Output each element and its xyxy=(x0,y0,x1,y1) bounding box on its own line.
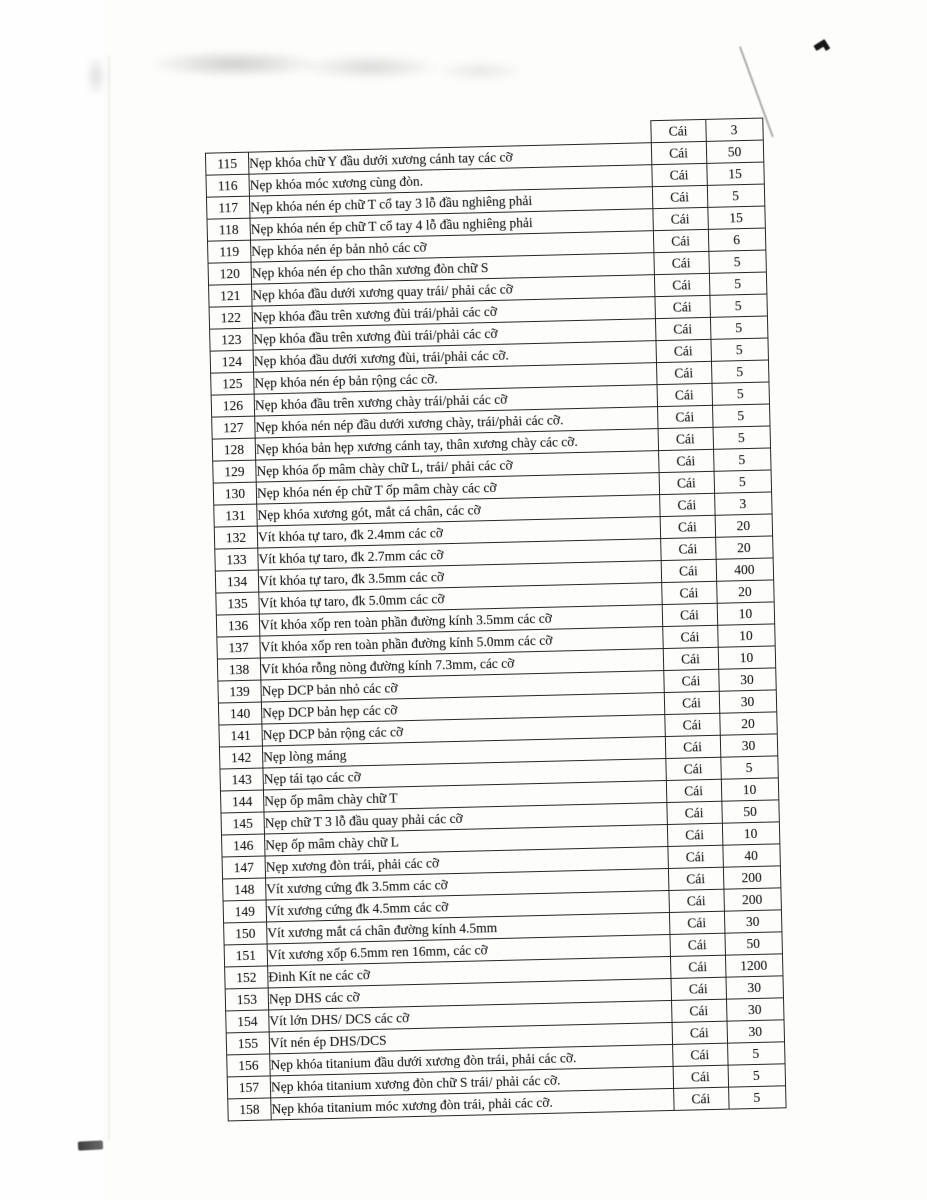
cell-desc: Nẹp khóa ốp mâm chày chữ L, trái/ phải các cỡ xyxy=(256,451,659,482)
cell-no: 137 xyxy=(217,636,261,659)
cell-unit: Cái xyxy=(665,735,721,758)
cell-desc: Vít khóa xốp ren toàn phần đường kính 3.5mm các cỡ xyxy=(259,605,662,636)
cell-no: 134 xyxy=(215,570,259,593)
cell-unit: Cái xyxy=(663,647,719,670)
cell-qty: 5 xyxy=(710,338,768,361)
cell-unit: Cái xyxy=(670,955,726,978)
cell-unit: Cái xyxy=(653,251,709,274)
scan-smudge xyxy=(150,50,320,78)
cell-desc: Nẹp khóa nén ép chữ T cổ tay 4 lỗ đầu nghiêng phải xyxy=(250,209,653,240)
cell-qty: 30 xyxy=(727,1020,785,1043)
cell-unit: Cái xyxy=(669,911,725,934)
cell-desc: Vít khóa tự taro, đk 3.5mm các cỡ xyxy=(258,561,661,592)
cell-unit: Cái xyxy=(661,559,717,582)
cell-qty: 5 xyxy=(710,316,768,339)
ghost-number-cell xyxy=(205,130,249,153)
cell-qty: 5 xyxy=(728,1064,786,1087)
cell-unit: Cái xyxy=(668,867,724,890)
cell-qty: 20 xyxy=(715,536,773,559)
cell-qty: 50 xyxy=(724,932,782,955)
scan-smudge xyxy=(86,56,106,96)
cell-no: 117 xyxy=(206,196,250,219)
cell-no: 141 xyxy=(219,724,263,747)
cell-no: 126 xyxy=(211,394,255,417)
cell-unit: Cái xyxy=(657,405,713,428)
cell-qty: 10 xyxy=(717,602,775,625)
cell-qty: 30 xyxy=(725,976,783,999)
cell-qty: 200 xyxy=(723,888,781,911)
scan-smudge xyxy=(300,54,440,80)
cell-unit: Cái xyxy=(661,581,717,604)
scan-smudge xyxy=(435,60,525,82)
cell-desc: Vít khóa rỗng nòng đường kính 7.3mm, các cỡ xyxy=(260,649,663,680)
cell-desc: Vít khóa tự taro, đk 2.7mm các cỡ xyxy=(258,539,661,570)
cell-qty: 5 xyxy=(709,294,767,317)
cell-unit: Cái xyxy=(667,845,723,868)
cell-qty: 30 xyxy=(718,668,776,691)
cell-no: 125 xyxy=(211,372,255,395)
cell-unit: Cái xyxy=(673,1065,729,1088)
cell-no: 115 xyxy=(205,152,249,175)
cell-unit: Cái xyxy=(651,141,707,164)
cell-unit: Cái xyxy=(668,889,724,912)
corner-ink-mark xyxy=(813,39,827,51)
cell-unit: Cái xyxy=(654,273,710,296)
cell-qty: 400 xyxy=(716,558,774,581)
cell-no: 139 xyxy=(218,680,262,703)
cell-unit: Cái xyxy=(669,933,725,956)
cell-no: 149 xyxy=(223,900,267,923)
cell-desc: Vít xương xốp 6.5mm ren 16mm, các cỡ xyxy=(267,934,670,965)
cell-qty: 5 xyxy=(711,382,769,405)
cell-qty: 40 xyxy=(722,844,780,867)
cell-unit: Cái xyxy=(671,977,727,1000)
cell-desc: Vít nén ép DHS/DCS xyxy=(269,1022,672,1053)
cell-desc: Vít xương cứng đk 3.5mm các cỡ xyxy=(266,869,669,900)
cell-no: 133 xyxy=(215,548,259,571)
cell-no: 118 xyxy=(207,218,251,241)
cell-unit: Cái xyxy=(658,427,714,450)
cell-qty: 3 xyxy=(705,118,763,141)
cell-no: 147 xyxy=(222,856,266,879)
cell-no: 157 xyxy=(227,1076,271,1099)
cell-unit: Cái xyxy=(673,1087,729,1110)
cell-qty: 5 xyxy=(712,404,770,427)
bottom-edge-mark xyxy=(78,1140,103,1150)
cell-unit: Cái xyxy=(660,515,716,538)
cell-no: 154 xyxy=(226,1010,270,1033)
cell-unit: Cái xyxy=(659,471,715,494)
cell-desc: Nẹp khóa đầu dưới xương quay trái/ phải các cỡ xyxy=(252,275,655,306)
cell-unit: Cái xyxy=(660,537,716,560)
cell-unit: Cái xyxy=(664,713,720,736)
cell-unit: Cái xyxy=(667,823,723,846)
cell-no: 127 xyxy=(212,416,256,439)
cell-no: 135 xyxy=(216,592,260,615)
page-left-margin xyxy=(0,0,104,1200)
cell-desc: Nẹp chữ T 3 lỗ đầu quay phải các cỡ xyxy=(264,803,667,834)
cell-desc: Nẹp khóa đầu trên xương đùi trái/phải các cỡ xyxy=(253,319,656,350)
cell-desc: Nẹp khóa đầu dưới xương đùi, trái/phải các cỡ. xyxy=(253,341,656,372)
cell-no: 145 xyxy=(221,812,265,835)
cell-no: 119 xyxy=(208,240,252,263)
cell-qty: 5 xyxy=(713,426,771,449)
cell-desc: Nẹp DHS các cỡ xyxy=(268,978,671,1009)
cell-qty: 20 xyxy=(715,514,773,537)
cell-unit: Cái xyxy=(653,229,709,252)
cell-no: 140 xyxy=(218,702,262,725)
cell-unit: Cái xyxy=(666,779,722,802)
cell-qty: 10 xyxy=(717,624,775,647)
cell-no: 130 xyxy=(213,482,257,505)
cell-desc: Nẹp ốp mâm chày chữ T xyxy=(263,781,666,812)
cell-desc: Vít xương mắt cá chân đường kính 4.5mm xyxy=(267,912,670,943)
cell-unit: Cái xyxy=(663,669,719,692)
cell-qty: 50 xyxy=(721,800,779,823)
cell-desc: Nẹp lòng máng xyxy=(262,737,665,768)
cell-desc: Nẹp khóa bản hẹp xương cánh tay, thân xương chày các cỡ. xyxy=(255,429,658,460)
cell-qty: 10 xyxy=(722,822,780,845)
supplies-table-wrapper xyxy=(204,118,786,1122)
cell-no: 128 xyxy=(212,438,256,461)
cell-qty: 20 xyxy=(719,712,777,735)
cell-unit: Cái xyxy=(659,493,715,516)
cell-desc: Nẹp khóa xương gót, mắt cá chân, các cỡ xyxy=(257,495,660,526)
cell-desc: Đinh Kít ne các cỡ xyxy=(268,956,671,987)
cell-unit: Cái xyxy=(652,185,708,208)
cell-no: 151 xyxy=(224,944,268,967)
cell-qty: 30 xyxy=(719,690,777,713)
cell-qty: 10 xyxy=(721,778,779,801)
cell-desc: Nẹp khóa chữ Y đầu dưới xương cánh tay các cỡ xyxy=(248,143,651,174)
cell-desc: Vít xương cứng đk 4.5mm các cỡ xyxy=(266,890,669,921)
cell-no: 143 xyxy=(220,768,264,791)
cell-qty: 5 xyxy=(720,756,778,779)
cell-no: 132 xyxy=(214,526,258,549)
cell-no: 146 xyxy=(222,834,266,857)
cell-qty: 30 xyxy=(724,910,782,933)
cell-unit: Cái xyxy=(666,801,722,824)
cell-qty: 15 xyxy=(706,162,764,185)
cell-no: 156 xyxy=(227,1054,271,1077)
cell-qty: 5 xyxy=(707,184,765,207)
cell-unit: Cái xyxy=(654,295,710,318)
cell-no: 148 xyxy=(223,878,267,901)
cell-desc: Nẹp khóa đầu trên xương đùi trái/phải các cỡ xyxy=(252,297,655,328)
cell-desc: Nẹp khóa móc xương cùng đòn. xyxy=(249,165,652,196)
cell-unit: Cái xyxy=(658,449,714,472)
cell-qty: 30 xyxy=(726,998,784,1021)
cell-desc: Nẹp khóa titanium đầu dưới xương đòn trái, phải các cỡ. xyxy=(270,1044,673,1075)
cell-qty: 30 xyxy=(720,734,778,757)
cell-no: 124 xyxy=(210,350,254,373)
cell-qty: 1200 xyxy=(725,954,783,977)
cell-desc: Vít lớn DHS/ DCS các cỡ xyxy=(269,1000,672,1031)
cell-desc: Vít khóa tự taro, đk 5.0mm các cỡ xyxy=(259,583,662,614)
cell-desc: Nẹp khóa titanium xương đòn chữ S trái/ phải các cỡ. xyxy=(270,1066,673,1097)
cell-qty: 10 xyxy=(718,646,776,669)
cell-no: 142 xyxy=(219,746,263,769)
cell-no: 153 xyxy=(225,988,269,1011)
cell-qty: 3 xyxy=(714,492,772,515)
cell-unit: Cái xyxy=(665,757,721,780)
cell-unit: Cái xyxy=(655,339,711,362)
cell-desc: Nẹp DCP bản nhỏ các cỡ xyxy=(261,671,664,702)
supplies-table xyxy=(204,118,786,1122)
cell-no: 150 xyxy=(224,922,268,945)
cell-desc: Nẹp khóa nén ép cho thân xương đòn chữ S xyxy=(251,253,654,284)
cell-qty: 6 xyxy=(708,228,766,251)
cell-no: 123 xyxy=(210,328,254,351)
cell-unit: Cái xyxy=(672,1043,728,1066)
cell-qty: 5 xyxy=(728,1086,786,1109)
cell-desc: Nẹp khóa nén ép bản rộng các cỡ. xyxy=(254,363,657,394)
cell-no: 144 xyxy=(220,790,264,813)
cell-no: 121 xyxy=(209,284,253,307)
cell-qty: 20 xyxy=(716,580,774,603)
cell-qty: 5 xyxy=(711,360,769,383)
cell-unit: Cái xyxy=(655,317,711,340)
cell-desc: Nẹp DCP bản hẹp các cỡ xyxy=(261,693,664,724)
cell-no: 152 xyxy=(225,966,269,989)
page-edge-shadow xyxy=(108,55,110,1140)
cell-qty: 5 xyxy=(708,250,766,273)
cell-unit: Cái xyxy=(657,383,713,406)
cell-desc: Vít khóa xốp ren toàn phần đường kính 5.0mm các cỡ xyxy=(260,627,663,658)
cell-no: 138 xyxy=(217,658,261,681)
cell-no: 122 xyxy=(209,306,253,329)
cell-desc: Nẹp DCP bản rộng các cỡ xyxy=(262,715,665,746)
cell-unit: Cái xyxy=(671,999,727,1022)
cell-unit: Cái xyxy=(662,625,718,648)
cell-unit: Cái xyxy=(652,207,708,230)
cell-unit: Cái xyxy=(662,603,718,626)
cell-desc: Vít khóa tự taro, đk 2.4mm các cỡ xyxy=(257,517,660,548)
cell-unit: Cái xyxy=(650,119,706,142)
cell-no: 129 xyxy=(213,460,257,483)
cell-desc: Nẹp khóa đầu trên xương chày trái/phải các cỡ xyxy=(254,385,657,416)
cell-desc: Nẹp khóa nén nép đầu dưới xương chày, trái/phải các cỡ. xyxy=(255,407,658,438)
cell-qty: 15 xyxy=(707,206,765,229)
cell-desc: Nẹp khóa nén ép chữ T cổ tay 3 lỗ đầu nghiêng phải xyxy=(249,187,652,218)
cell-no: 131 xyxy=(214,504,258,527)
cell-unit: Cái xyxy=(664,691,720,714)
cell-no: 155 xyxy=(226,1032,270,1055)
cell-no: 120 xyxy=(208,262,252,285)
cell-qty: 5 xyxy=(727,1042,785,1065)
cell-desc: Nẹp xương đòn trái, phải các cỡ xyxy=(265,847,668,878)
cell-unit: Cái xyxy=(656,361,712,384)
cell-desc: Nẹp khóa nén ép bản nhỏ các cỡ xyxy=(250,231,653,262)
cell-qty: 200 xyxy=(723,866,781,889)
cell-no: 158 xyxy=(228,1098,272,1121)
cell-qty: 5 xyxy=(709,272,767,295)
cell-qty: 50 xyxy=(706,140,764,163)
cell-desc: Nẹp khóa titanium móc xương đòn trái, phải các cỡ. xyxy=(271,1088,674,1119)
cell-no: 136 xyxy=(216,614,260,637)
cell-no: 116 xyxy=(206,174,250,197)
cell-qty: 5 xyxy=(713,448,771,471)
cell-unit: Cái xyxy=(651,163,707,186)
cell-desc: Nẹp ốp mâm chày chữ L xyxy=(264,825,667,856)
cell-qty: 5 xyxy=(714,470,772,493)
cell-unit: Cái xyxy=(672,1021,728,1044)
cell-desc: Nẹp khóa nén ép chữ T ốp mâm chày các cỡ xyxy=(256,473,659,504)
cell-desc: Nẹp tái tạo các cỡ xyxy=(263,759,666,790)
